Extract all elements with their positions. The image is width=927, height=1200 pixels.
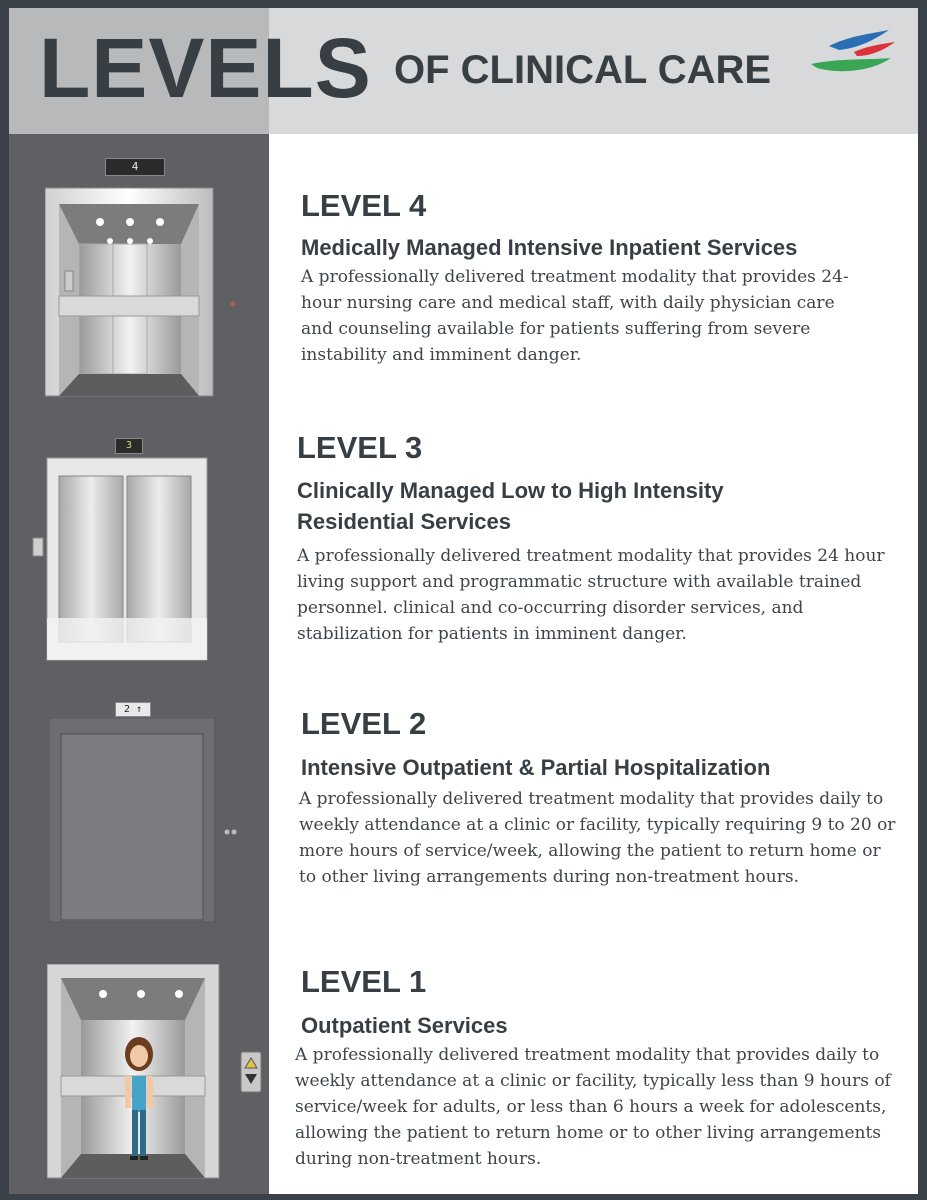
level-1-title: LEVEL 1 bbox=[301, 964, 427, 999]
wings-logo-icon bbox=[809, 28, 899, 88]
level-3-subtitle: Clinically Managed Low to High Intensity Residential Services bbox=[297, 478, 724, 534]
level-4-subtitle: Medically Managed Intensive Inpatient Services bbox=[301, 235, 798, 260]
level-4-description: A professionally delivered treatment modality that provides 24-hour nursing care and medical staff, with daily physician care and counseling available for patients suffering from severe instability and imminent danger. bbox=[301, 267, 849, 365]
elevator-level-1 bbox=[47, 964, 262, 1189]
level-1-subtitle: Outpatient Services bbox=[301, 1013, 508, 1038]
title-subheading: OF CLINICAL CARE bbox=[394, 48, 772, 92]
floor-display-2: 2 ↑ bbox=[115, 702, 151, 717]
elevator-level-2 bbox=[49, 718, 249, 923]
level-2-title: LEVEL 2 bbox=[301, 706, 427, 741]
floor-display-3: 3 bbox=[115, 438, 143, 454]
level-3-title: LEVEL 3 bbox=[297, 430, 423, 465]
elevator-level-4 bbox=[45, 156, 245, 398]
infographic-frame bbox=[9, 8, 918, 1194]
level-3-description: A professionally delivered treatment modality that provides 24 hour living support and programmatic structure with available trained personnel. clinical and co-occurring disorder services, and stabilization for patients in imminent danger. bbox=[297, 546, 885, 644]
level-4-title: LEVEL 4 bbox=[301, 188, 427, 223]
floor-display-4: 4 bbox=[105, 158, 165, 176]
title-levels: LEVELS bbox=[39, 21, 372, 115]
elevator-level-3 bbox=[31, 438, 241, 663]
level-2-subtitle: Intensive Outpatient & Partial Hospitalization bbox=[301, 755, 771, 780]
level-2-description: A professionally delivered treatment modality that provides daily to weekly attendance at a clinic or facility, typically requiring 9 to 20 or more hours of service/week, allowing the patient to return home or to other living arrangements during non-treatment hours. bbox=[299, 789, 896, 887]
level-1-description: A professionally delivered treatment modality that provides daily to weekly attendance at a clinic or facility, typically less than 9 hours of service/week for adults, or less than 6 hours a week for adolescents, allowing the patient to return home or to other living arrangements during non-treatment hours. bbox=[295, 1045, 891, 1169]
